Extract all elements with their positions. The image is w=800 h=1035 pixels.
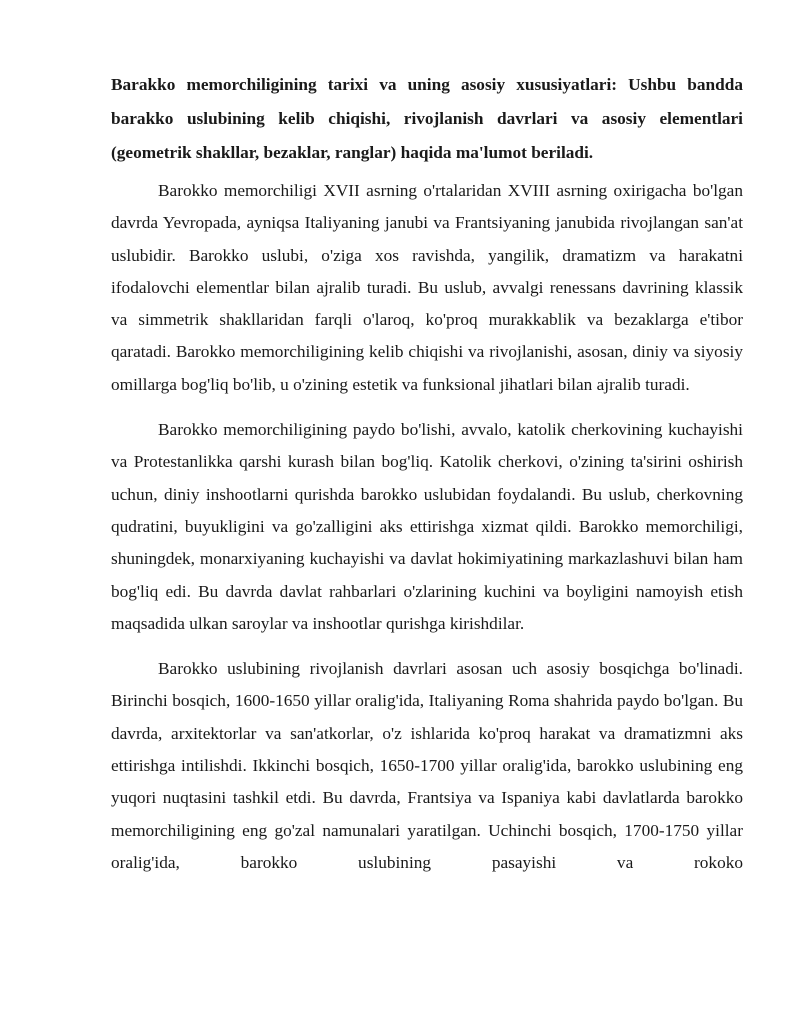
paragraph-3: Barokko uslubining rivojlanish davrlari asosan uch asosiy bosqichga bo'linadi. Birinchi bosqich, 1600-1650 yillar oralig'ida, Italiyaning Roma shahrida paydo bo'lgan. Bu davrda, arxitektorlar va san'atkorlar, o'z ishlarida ko'proq harakat va dramatizmni aks ettirishga intilishdi. Ikkinchi bosqich, 1650-1700 yillar oralig'ida, barokko uslubining eng yuqori nuqtasini tashkil etdi. Bu davrda, Frantsiya va Ispaniya kabi davlatlarda barokko memorchiligining eng go'zal namunalari yaratilgan. Uchinchi bosqich, 1700-1750 yillar oralig'ida, barokko uslubining pasayishi va rokoko [111,659,743,872]
document-page [111,68,743,879]
section-heading: Barakko memorchiligining tarixi va uning asosiy xususiyatlari: Ushbu bandda barakko uslubining kelib chiqishi, rivojlanish davrlari va asosiy elementlari (geometrik shakllar, bezaklar, ranglar) haqida ma'lumot beriladi. [111,75,743,162]
paragraph-2: Barokko memorchiligining paydo bo'lishi, avvalo, katolik cherkovining kuchayishi va Protestanlikka qarshi kurash bilan bog'liq. Katolik cherkovi, o'zining ta'sirini oshirish uchun, diniy inshootlarni qurishda barokko uslubidan foydalandi. Bu uslub, cherkovning qudratini, buyukligini va go'zalligini aks ettirishga xizmat qildi. Barokko memorchiligi, shuningdek, monarxiyaning kuchayishi va davlat hokimiyatining markazlashuvi bilan ham bog'liq edi. Bu davrda davlat rahbarlari o'zlarining kuchini va boyligini namoyish etish maqsadida ulkan saroylar va inshootlar qurishga kirishdilar. [111,420,743,633]
paragraph-1: Barokko memorchiligi XVII asrning o'rtalaridan XVIII asrning oxirigacha bo'lgan davrda Yevropada, ayniqsa Italiyaning janubi va Frantsiyaning janubida rivojlangan san'at uslubidir. Barokko uslubi, o'ziga xos ravishda, yangilik, dramatizm va harakatni ifodalovchi elementlar bilan ajralib turadi. Bu uslub, avvalgi renessans davrining klassik va simmetrik shakllaridan farqli o'laroq, ko'proq murakkablik va bezaklarga e'tibor qaratadi. Barokko memorchiligining kelib chiqishi va rivojlanishi, asosan, diniy va siyosiy omillarga bog'liq bo'lib, u o'zining estetik va funksional jihatlari bilan ajralib turadi. [111,181,743,394]
